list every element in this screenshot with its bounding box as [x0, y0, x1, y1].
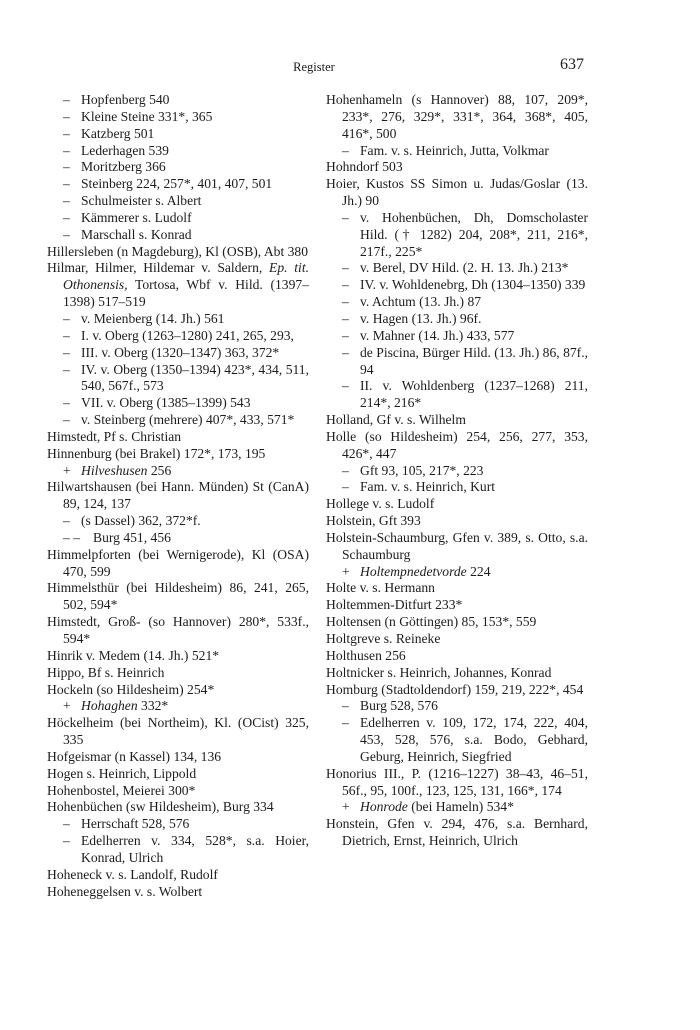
- entry-text: Hohenhameln (s Hannover) 88, 107, 209*, 233*, 276, 329*, 331*, 364, 368*, 405, 416*, 500: [326, 92, 588, 141]
- entry-text: Holle (so Hildesheim) 254, 256, 277, 353, 426*, 447: [326, 428, 588, 461]
- entry-text: Gft 93, 105, 217*, 223: [360, 462, 484, 478]
- entry-prefix: –: [342, 715, 349, 731]
- index-entry: [47, 816, 309, 833]
- index-entry: [47, 530, 309, 547]
- index-entry: [47, 446, 309, 463]
- index-entry: [47, 210, 309, 227]
- index-entry: [47, 867, 309, 884]
- index-entry: [47, 395, 309, 412]
- entry-text: (s Dassel) 362, 372*f.: [81, 513, 201, 529]
- entry-text: Holtemmen-Ditfurt 233*: [326, 597, 463, 613]
- entry-text: Hohenbüchen (sw Hildesheim), Burg 334: [47, 799, 274, 815]
- entry-prefix: –: [342, 294, 349, 310]
- entry-prefix: –: [342, 310, 349, 326]
- index-entry: [326, 816, 588, 850]
- index-entry: [47, 648, 309, 665]
- entry-text: Hinrik v. Medem (14. Jh.) 521*: [47, 647, 220, 663]
- entry-prefix: –: [63, 327, 70, 343]
- index-entry: [47, 126, 309, 143]
- entry-text: Holtgreve s. Reineke: [326, 631, 441, 646]
- index-entry: [47, 698, 309, 715]
- index-entry: [326, 479, 588, 496]
- entry-prefix: +: [63, 698, 71, 714]
- index-entry: [326, 412, 588, 429]
- entry-text: Katzberg 501: [81, 125, 155, 141]
- index-entry: [326, 682, 588, 699]
- entry-text: v. Meienberg (14. Jh.) 561: [81, 310, 225, 326]
- index-entry: [47, 345, 309, 362]
- index-entry: [326, 698, 588, 715]
- entry-italic: Honrode: [360, 799, 408, 815]
- page-number: 637: [560, 56, 584, 73]
- entry-text: de Piscina, Bürger Hild. (13. Jh.) 86, 87f., 94: [360, 344, 588, 377]
- entry-prefix: –: [342, 378, 349, 394]
- entry-text: Steinberg 224, 257*, 401, 407, 501: [81, 176, 273, 192]
- entry-prefix: –: [342, 479, 349, 495]
- entry-text: I. v. Oberg (1263–1280) 241, 265, 293,: [81, 327, 294, 343]
- entry-text: Himmelsthür (bei Hildesheim) 86, 241, 265, 502, 594*: [47, 580, 309, 613]
- entry-prefix: –: [63, 142, 70, 158]
- entry-italic: Hilveshusen: [81, 462, 148, 478]
- entry-text: Himmelpforten (bei Wernigerode), Kl (OSA) 470, 599: [47, 546, 309, 579]
- entry-text: Fam. v. s. Heinrich, Jutta, Volkmar: [360, 142, 549, 158]
- entry-text: Moritzberg 366: [81, 159, 166, 175]
- index-entry: [47, 715, 309, 749]
- index-entry: [47, 614, 309, 648]
- index-entry: [326, 328, 588, 345]
- entry-italic: Ep. tit. Othonensis,: [63, 260, 309, 293]
- running-title: Register: [293, 60, 335, 74]
- entry-text: v. Hagen (13. Jh.) 96f.: [360, 310, 482, 326]
- index-entry: [326, 143, 588, 160]
- entry-text: Hippo, Bf s. Heinrich: [47, 664, 165, 680]
- index-entry: [326, 260, 588, 277]
- index-entry: [47, 109, 309, 126]
- entry-text: Holtnicker s. Heinrich, Johannes, Konrad: [326, 664, 552, 680]
- index-entry: [47, 884, 309, 901]
- entry-text: III. v. Oberg (1320–1347) 363, 372*: [81, 344, 280, 360]
- index-entry: [326, 294, 588, 311]
- entry-text: Schulmeister s. Albert: [81, 193, 202, 209]
- entry-text: II. v. Wohldenberg (1237–1268) 211, 214*, 216*: [360, 378, 588, 411]
- index-entry: [47, 580, 309, 614]
- entry-text-after: 256: [147, 462, 172, 478]
- index-entry: [47, 766, 309, 783]
- index-entry: [326, 766, 588, 800]
- entry-text: Holstein, Gft 393: [326, 513, 421, 529]
- index-entry: [326, 496, 588, 513]
- index-entry: [47, 513, 309, 530]
- entry-text: Hofgeismar (n Kassel) 134, 136: [47, 748, 222, 764]
- entry-prefix: +: [63, 462, 71, 478]
- index-entry: [326, 210, 588, 261]
- entry-text: Holthusen 256: [326, 647, 406, 663]
- entry-text: Edelherren v. 334, 528*, s.a. Hoier, Konrad, Ulrich: [81, 833, 309, 865]
- index-entry: [326, 277, 588, 294]
- entry-text: Hohndorf 503: [326, 159, 403, 175]
- entry-prefix: –: [63, 226, 70, 242]
- entry-text: Herrschaft 528, 576: [81, 816, 190, 832]
- entry-text: Burg 528, 576: [360, 698, 438, 714]
- entry-prefix: –: [342, 462, 349, 478]
- entry-prefix: –: [63, 159, 70, 175]
- index-entry: [47, 749, 309, 766]
- entry-text: Hohenbostel, Meierei 300*: [47, 782, 196, 798]
- index-entry: [326, 665, 588, 682]
- index-entry: [47, 227, 309, 244]
- entry-text: Himstedt, Groß- (so Hannover) 280*, 533f., 594*: [47, 614, 309, 646]
- entry-text: Himstedt, Pf s. Christian: [47, 428, 182, 444]
- entry-prefix: –: [63, 816, 70, 832]
- entry-text: Hillersleben (n Magdeburg), Kl (OSB), Abt 380: [47, 243, 309, 259]
- entry-text: Honstein, Gfen v. 294, 476, s.a. Bernhard, Dietrich, Ernst, Heinrich, Ulrich: [326, 816, 588, 849]
- index-column-right: [326, 92, 588, 850]
- index-entry: [326, 159, 588, 176]
- entry-text: Hilwartshausen (bei Hann. Münden) St (CanA) 89, 124, 137: [47, 479, 309, 512]
- index-entry: [47, 412, 309, 429]
- entry-text: Hoier, Kustos SS Simon u. Judas/Goslar (13. Jh.) 90: [326, 176, 588, 209]
- entry-text: v. Achtum (13. Jh.) 87: [360, 294, 482, 310]
- index-entry: [47, 176, 309, 193]
- index-entry: [326, 631, 588, 648]
- entry-text: v. Berel, DV Hild. (2. H. 13. Jh.) 213*: [360, 260, 569, 276]
- index-entry: [326, 580, 588, 597]
- entry-text: Holland, Gf v. s. Wilhelm: [326, 412, 466, 428]
- index-entry: [47, 143, 309, 160]
- entry-text: Kleine Steine 331*, 365: [81, 108, 213, 124]
- entry-text-after: 224: [466, 563, 491, 579]
- index-entry: [47, 328, 309, 345]
- entry-text: Höckelheim (bei Northeim), Kl. (OCist) 325, 335: [47, 715, 309, 748]
- entry-text: Honorius III., P. (1216–1227) 38–43, 46–51, 56f., 95, 100f., 123, 125, 131, 166*, 174: [326, 765, 588, 798]
- index-entry: [326, 799, 588, 816]
- index-entry: [47, 463, 309, 480]
- entry-text: Holstein-Schaumburg, Gfen v. 389, s. Otto, s.a. Schaumburg: [326, 529, 588, 562]
- entry-text: Hoheneck v. s. Landolf, Rudolf: [47, 866, 218, 882]
- index-entry: [326, 176, 588, 210]
- entry-prefix: –: [342, 698, 349, 714]
- page-header: [0, 56, 700, 80]
- entry-prefix: –: [63, 513, 70, 529]
- entry-prefix: –: [342, 327, 349, 343]
- index-entry: [326, 614, 588, 631]
- entry-prefix: –: [63, 344, 70, 360]
- index-entry: [326, 513, 588, 530]
- entry-text: Lederhagen 539: [81, 142, 169, 158]
- index-entry: [326, 345, 588, 379]
- entry-text: Hogen s. Heinrich, Lippold: [47, 765, 197, 781]
- index-entry: [47, 244, 309, 261]
- entry-text: Holtensen (n Göttingen) 85, 153*, 559: [326, 614, 537, 630]
- entry-prefix: –: [63, 361, 70, 377]
- index-entry: [326, 378, 588, 412]
- entry-text: Hilmar, Hilmer, Hildemar v. Saldern,: [47, 260, 270, 276]
- index-entry: [47, 799, 309, 816]
- entry-prefix: –: [63, 209, 70, 225]
- entry-text-after: 332*: [137, 698, 169, 714]
- index-entry: [326, 311, 588, 328]
- entry-prefix: –: [63, 833, 70, 849]
- entry-prefix: –: [63, 193, 70, 209]
- entry-prefix: –: [342, 260, 349, 276]
- index-entry: [47, 193, 309, 210]
- entry-prefix: –: [342, 344, 349, 360]
- index-entry: [47, 833, 309, 867]
- entry-prefix: –: [342, 142, 349, 158]
- entry-text: Marschall s. Konrad: [81, 226, 192, 242]
- entry-text: Hoheneggelsen v. s. Wolbert: [47, 883, 203, 899]
- entry-text: Hinnenburg (bei Brakel) 172*, 173, 195: [47, 445, 266, 461]
- entry-prefix: –: [63, 395, 70, 411]
- entry-text: Hockeln (so Hildesheim) 254*: [47, 681, 215, 697]
- entry-prefix: –: [63, 108, 70, 124]
- index-entry: [47, 682, 309, 699]
- index-entry: [47, 665, 309, 682]
- entry-text-after: Tortosa, Wbf v. Hild. (1397–1398) 517–519: [63, 277, 309, 310]
- entry-italic: Holtempnedetvorde: [360, 563, 467, 579]
- entry-text: IV. v. Oberg (1350–1394) 423*, 434, 511, 540, 567f., 573: [81, 361, 309, 394]
- entry-prefix: +: [342, 563, 350, 579]
- index-entry: [47, 429, 309, 446]
- entry-text: v. Steinberg (mehrere) 407*, 433, 571*: [81, 412, 295, 428]
- entry-prefix: –: [342, 277, 349, 293]
- entry-text: v. Hohenbüchen, Dh, Domscholaster Hild. († 1282) 204, 208*, 211, 216*, 217f., 225*: [360, 209, 588, 259]
- entry-text: Hollege v. s. Ludolf: [326, 496, 435, 512]
- index-entry: [47, 311, 309, 328]
- entry-prefix: –: [63, 92, 70, 107]
- index-entry: [47, 362, 309, 396]
- index-entry: [326, 715, 588, 766]
- entry-text: Fam. v. s. Heinrich, Kurt: [360, 479, 496, 495]
- index-entry: [326, 463, 588, 480]
- entry-prefix: +: [342, 799, 350, 815]
- entry-prefix: – –: [63, 529, 80, 545]
- entry-text: Kämmerer s. Ludolf: [81, 209, 192, 225]
- index-entry: [326, 429, 588, 463]
- entry-text: Burg 451, 456: [93, 529, 171, 545]
- index-entry: [47, 479, 309, 513]
- entry-prefix: –: [342, 209, 349, 225]
- entry-text-after: (bei Hameln) 534*: [407, 799, 514, 815]
- entry-text: IV. v. Wohldenebrg, Dh (1304–1350) 339: [360, 277, 586, 293]
- entry-prefix: –: [63, 125, 70, 141]
- entry-text: Homburg (Stadtoldendorf) 159, 219, 222*, 454: [326, 681, 584, 697]
- entry-text: Holte v. s. Hermann: [326, 580, 435, 596]
- index-entry: [326, 564, 588, 581]
- entry-text: Edelherren v. 109, 172, 174, 222, 404, 453, 528, 576, s.a. Bodo, Gebhard, Geburg, Heinrich, Siegfried: [360, 715, 588, 764]
- index-entry: [47, 260, 309, 311]
- index-entry: [47, 783, 309, 800]
- index-entry: [326, 530, 588, 564]
- entry-italic: Hohaghen: [81, 698, 138, 714]
- index-entry: [326, 92, 588, 143]
- entry-text: Hopfenberg 540: [81, 92, 170, 107]
- index-entry: [326, 648, 588, 665]
- entry-text: v. Mahner (14. Jh.) 433, 577: [360, 327, 515, 343]
- entry-prefix: –: [63, 412, 70, 428]
- entry-prefix: –: [63, 176, 70, 192]
- index-entry: [47, 547, 309, 581]
- entry-text: VII. v. Oberg (1385–1399) 543: [81, 395, 251, 411]
- index-column-left: [47, 92, 309, 901]
- index-entry: [326, 597, 588, 614]
- index-entry: [47, 159, 309, 176]
- index-entry: [47, 92, 309, 109]
- entry-prefix: –: [63, 310, 70, 326]
